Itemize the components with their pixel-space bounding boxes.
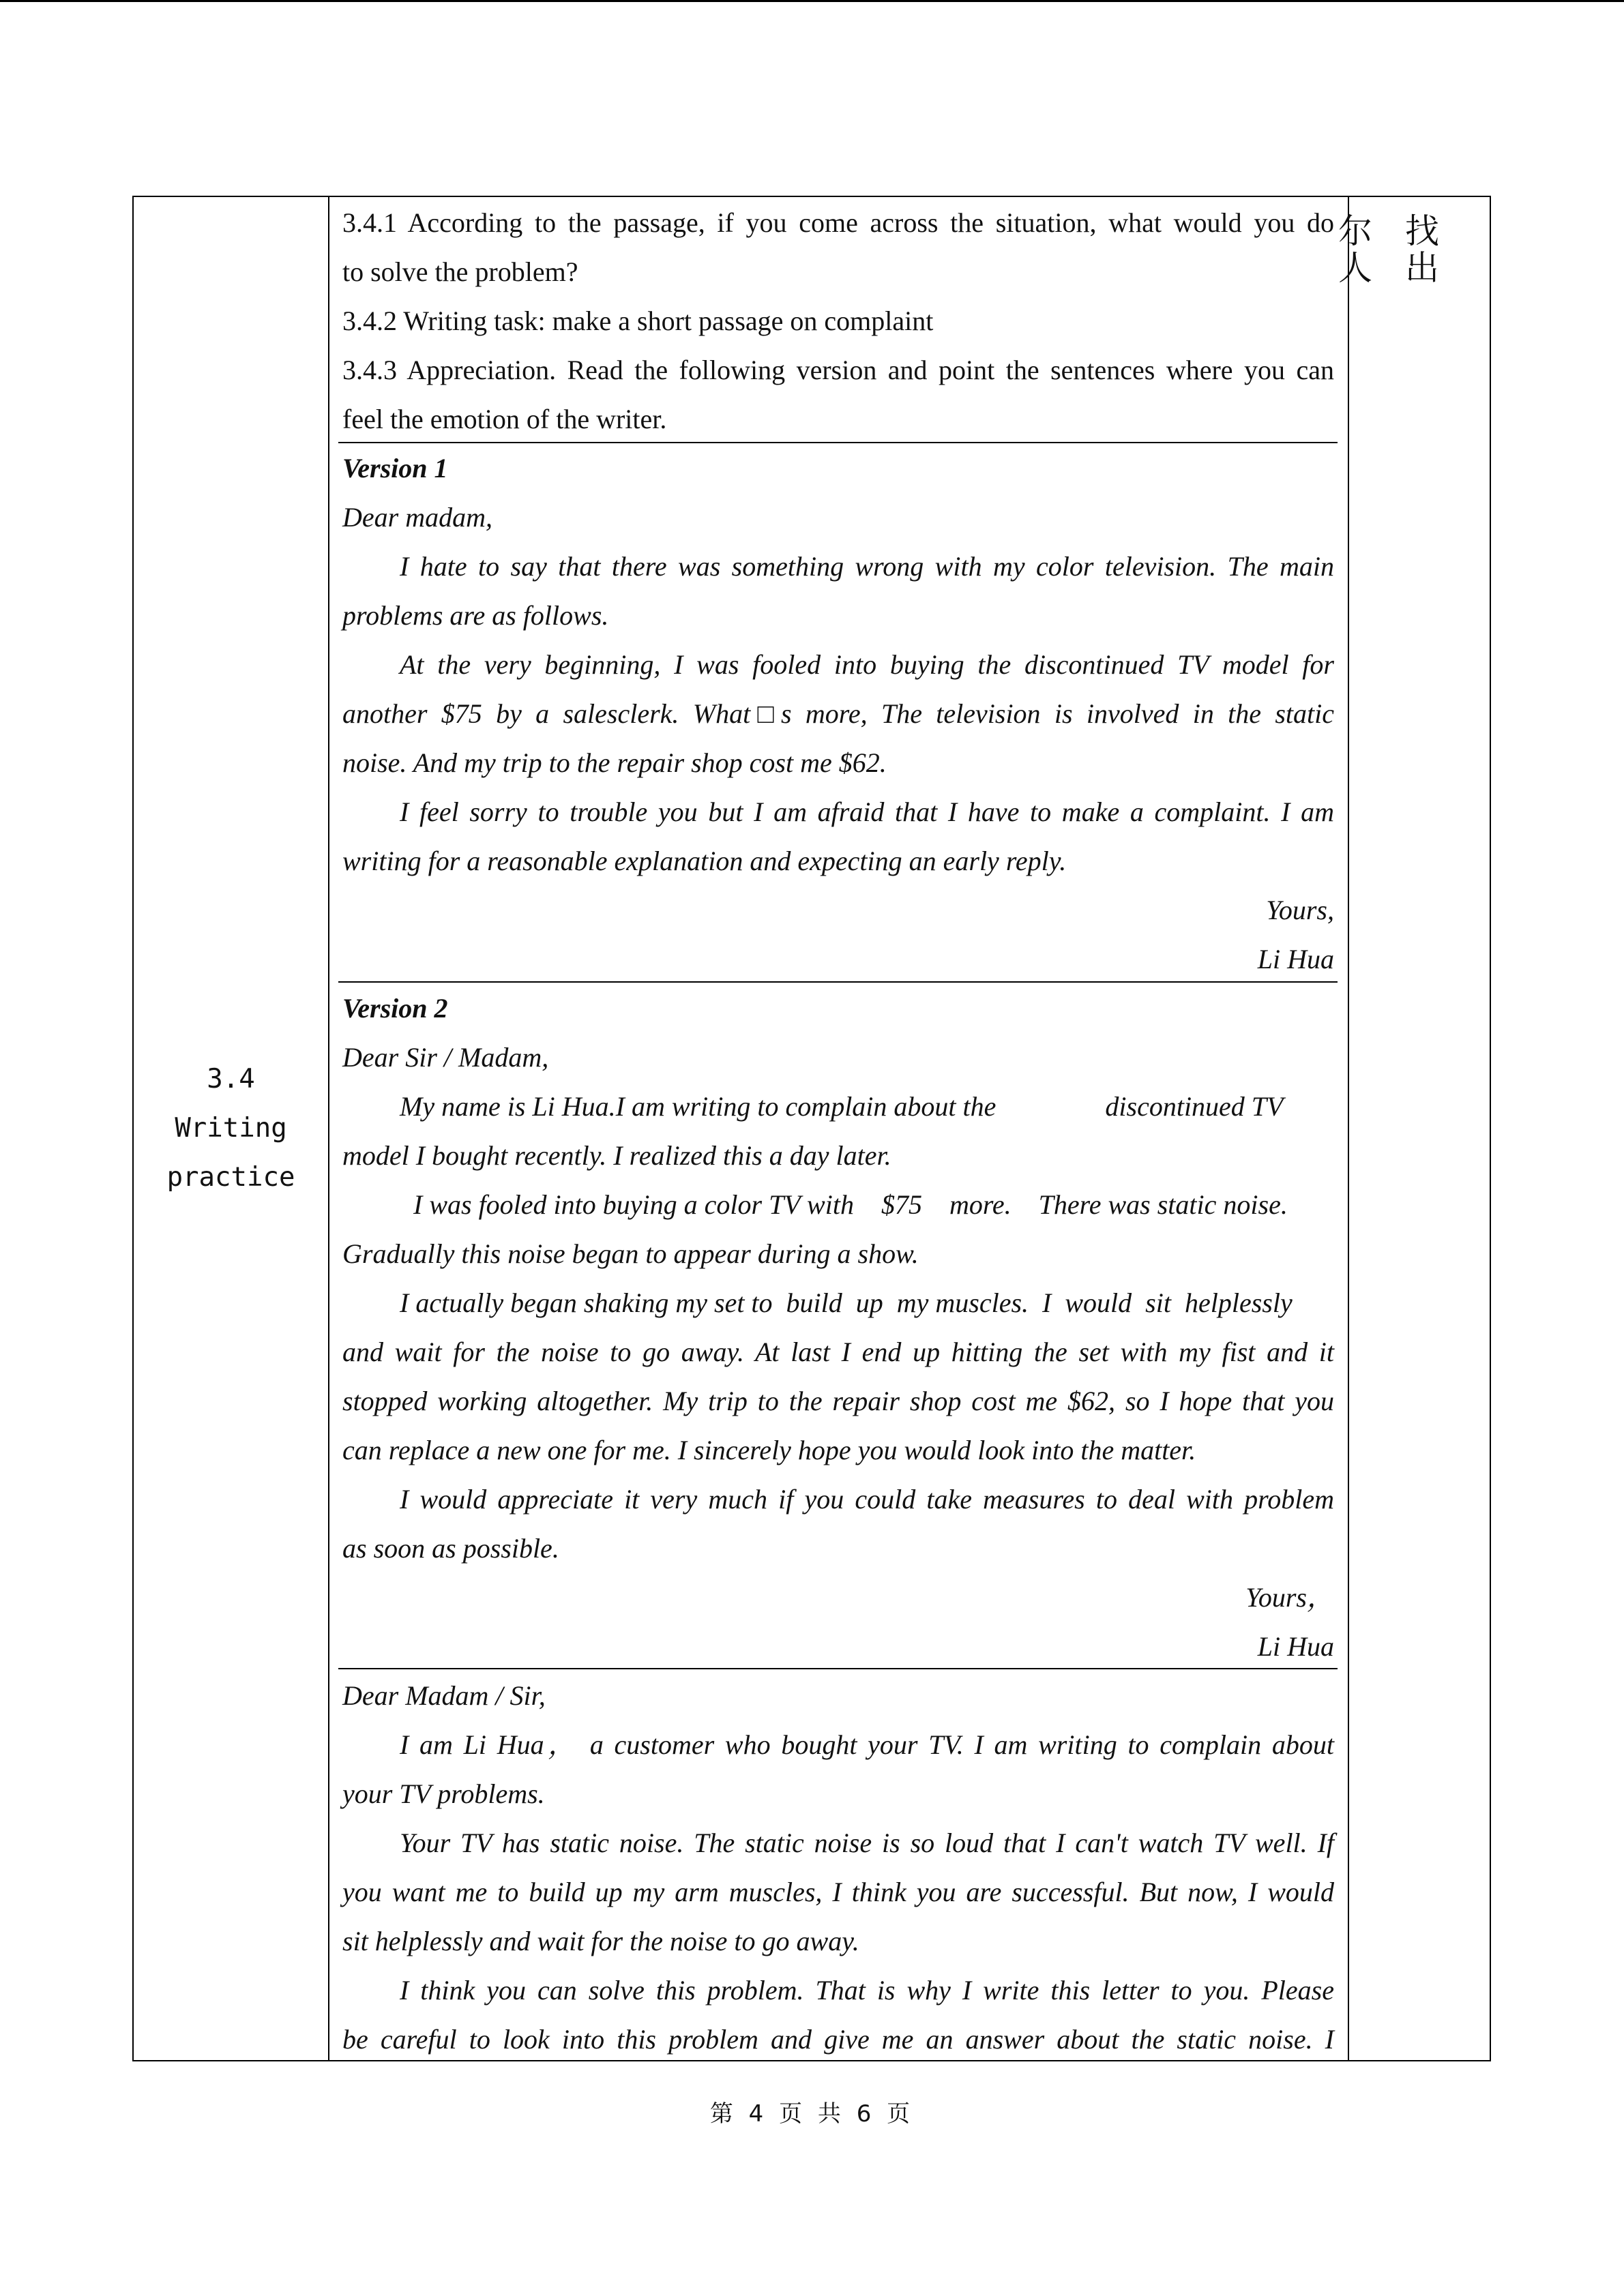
task-line: 3.4.3 Appreciation. Read the following version and point the sentences where you can — [342, 355, 1334, 385]
version3-line: Your TV has static noise. The static noise is so loud that I can't watch TV well. If — [400, 1828, 1334, 1858]
version2-line: as soon as possible. — [342, 1533, 559, 1564]
version2-line: Gradually this noise began to appear during a show. — [342, 1238, 919, 1269]
version1-line: I hate to say that there was something wrong with my color television. The main — [400, 551, 1334, 582]
section-title-line2: practice — [166, 1162, 295, 1193]
version1-line: I feel sorry to trouble you but I am afraid that I have to make a complaint. I am — [400, 796, 1334, 827]
task-line: to solve the problem? — [342, 256, 578, 287]
version2-line: model I bought recently. I realized this a day later. — [342, 1140, 891, 1171]
version3-line: your TV problems. — [342, 1778, 545, 1809]
content-column — [342, 198, 1334, 2064]
version2-line: can replace a new one for me. I sincerely hope you would look into the matter. — [342, 1435, 1196, 1465]
version1-line: another $75 by a salesclerk. What□s more, The television is involved in the static — [342, 698, 1334, 729]
section-title-line1: Writing — [175, 1113, 287, 1144]
version2-salutation: Dear Sir / Madam, — [342, 1042, 549, 1073]
version2-line: and wait for the noise to go away. At last I end up hitting the set with my fist and it — [342, 1337, 1334, 1367]
version3-line: sit helplessly and wait for the noise to go away. — [342, 1926, 859, 1956]
page-number-footer: 第 4 页 共 6 页 — [709, 2100, 915, 2128]
version1-signature: Li Hua — [1257, 944, 1334, 974]
version2-signature: Li Hua — [1257, 1631, 1334, 1662]
version1-salutation: Dear madam, — [342, 502, 492, 533]
version3-line: you want me to build up my arm muscles, I think you are successful. But now, I would — [342, 1877, 1334, 1907]
version3-salutation: Dear Madam / Sir, — [342, 1680, 546, 1711]
version3-line: I am Li Hua， a customer who bought your TV. I am writing to complain about — [400, 1729, 1334, 1760]
notes-char: 找 — [1405, 211, 1439, 251]
notes-char: 出 — [1405, 248, 1439, 288]
version3-line: I think you can solve this problem. That is why I write this letter to you. Please — [400, 1975, 1334, 2006]
version3-line: be careful to look into this problem and give me an answer about the static noise. I — [342, 2024, 1334, 2055]
version2-heading: Version 2 — [342, 993, 448, 1024]
task-line: 3.4.1 According to the passage, if you come across the situation, what would you do — [342, 207, 1334, 238]
version1-heading: Version 1 — [342, 453, 448, 483]
version2-line: I actually began shaking my set to build up my muscles. I would sit helplessly — [400, 1287, 1293, 1318]
version1-line: writing for a reasonable explanation and expecting an early reply. — [342, 846, 1067, 876]
version2-line: I was fooled into buying a color TV with $75 more. There was static noise. — [413, 1189, 1288, 1220]
version1-line: noise. And my trip to the repair shop cost me $62. — [342, 747, 887, 778]
task-line: feel the emotion of the writer. — [342, 404, 667, 434]
version2-line: I would appreciate it very much if you could take measures to deal with problem — [400, 1484, 1334, 1515]
page-top-rule — [0, 0, 1624, 2]
notes-column — [1338, 197, 1491, 2060]
section-label-cell — [134, 197, 328, 2060]
task-line: 3.4.2 Writing task: make a short passage on complaint — [342, 305, 934, 336]
version1-closing: Yours, — [1266, 895, 1334, 925]
notes-char: 尔 — [1338, 211, 1372, 251]
column-divider-left — [328, 197, 329, 2060]
version2-line: My name is Li Hua.I am writing to complain about the discontinued TV — [400, 1091, 1284, 1122]
version1-line: problems are as follows. — [342, 600, 609, 631]
section-number: 3.4 — [207, 1064, 255, 1094]
version2-closing: Yours， — [1245, 1582, 1334, 1613]
version1-line: At the very beginning, I was fooled into buying the discontinued TV model for — [400, 649, 1334, 680]
version2-line: stopped working altogether. My trip to the repair shop cost me $62, so I hope that you — [342, 1386, 1334, 1416]
notes-char: 人 — [1338, 248, 1372, 288]
